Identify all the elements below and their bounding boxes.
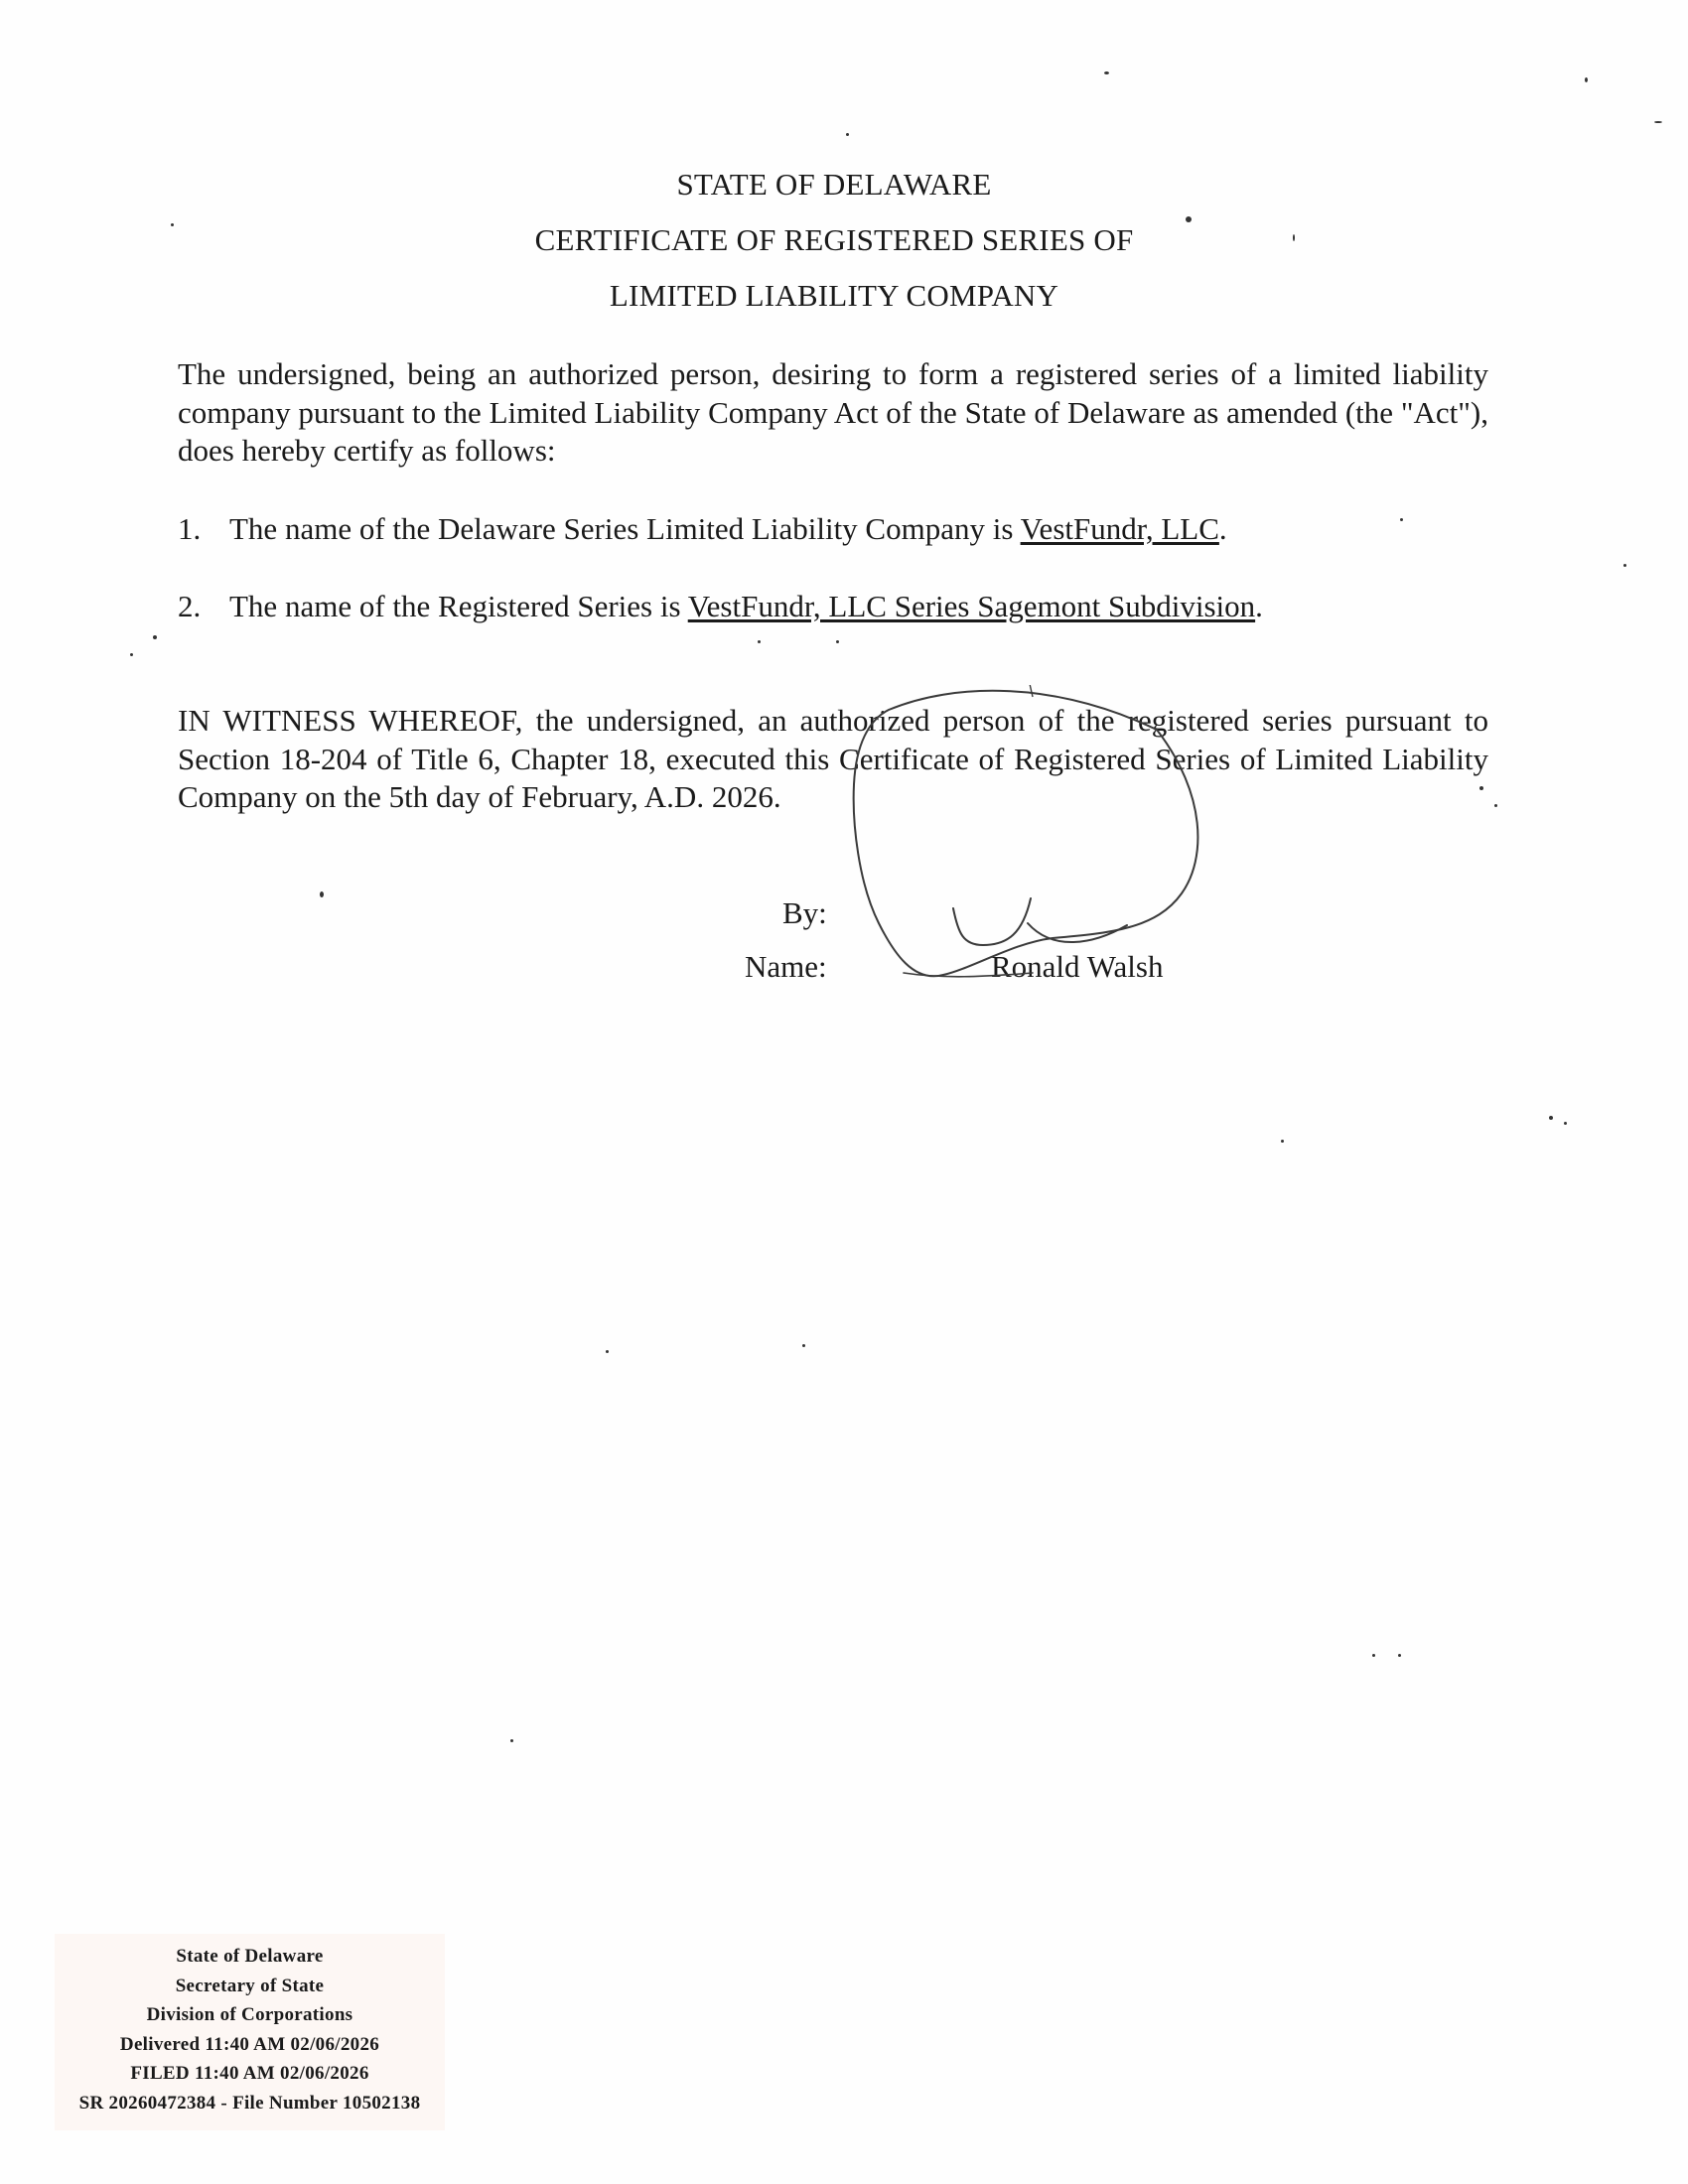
- item-suffix: .: [1218, 511, 1227, 546]
- scan-speck: [1479, 786, 1483, 790]
- stamp-file-number: SR 20260472384 - File Number 10502138: [78, 2092, 421, 2114]
- filing-stamp: [55, 1934, 445, 2130]
- scan-speck: [1585, 77, 1588, 82]
- scan-speck: [1400, 518, 1403, 521]
- item-text: The name of the Registered Series is: [229, 589, 688, 623]
- scan-speck: [510, 1739, 513, 1742]
- scan-speck: [1494, 804, 1497, 807]
- witness-paragraph: IN WITNESS WHEREOF, the undersigned, an authorized person of the registered series pursuant to Section 18-204 of Title 6, Chapter 18, executed this Certificate of Registered Series of Limited Liability Company on the 5th day of February, A.D. 2026.: [178, 703, 1488, 814]
- signature-loop: [854, 691, 1198, 977]
- list-item-series-name: [178, 588, 1488, 625]
- scan-speck: [153, 635, 157, 639]
- stamp-secretary: Secretary of State: [175, 1975, 325, 1996]
- intro-paragraph: The undersigned, being an authorized person, desiring to form a registered series of a limited liability company pursuant to the Limited Liability Company Act of the State of Delaware as amended (the "Act"), does hereby certify as follows:: [178, 356, 1488, 468]
- scan-speck: [606, 1350, 609, 1353]
- list-item-company-name: [178, 510, 1488, 548]
- item-suffix: .: [1255, 589, 1263, 623]
- scan-speck: [836, 640, 839, 643]
- series-name-value: VestFundr, LLC Series Sagemont Subdivision: [687, 589, 1256, 623]
- scan-speck: [1281, 1140, 1284, 1143]
- item-number: 1.: [178, 511, 202, 546]
- scan-speck: [1654, 121, 1662, 123]
- scan-speck: [1564, 1122, 1567, 1125]
- scan-speck: [320, 891, 324, 897]
- scan-speck: [130, 653, 133, 656]
- scan-speck: [171, 223, 174, 226]
- handwritten-signature: [814, 685, 1231, 1003]
- scan-speck: [1186, 216, 1192, 222]
- scan-speck: [758, 640, 761, 643]
- stamp-delivered: Delivered 11:40 AM 02/06/2026: [119, 2033, 380, 2055]
- by-label: By:: [782, 895, 827, 930]
- scan-speck: [1293, 234, 1295, 241]
- title-company-type: LIMITED LIABILITY COMPANY: [609, 278, 1059, 313]
- scan-speck: [1398, 1654, 1401, 1657]
- item-text: The name of the Delaware Series Limited Liability Company is: [229, 511, 1021, 546]
- scan-speck: [802, 1344, 805, 1347]
- signer-name: Ronald Walsh: [991, 949, 1164, 984]
- scan-speck: [1372, 1654, 1375, 1657]
- title-state: STATE OF DELAWARE: [676, 167, 992, 202]
- name-label: Name:: [745, 949, 827, 984]
- scan-speck: [1549, 1116, 1553, 1120]
- item-number: 2.: [178, 589, 202, 623]
- scan-speck: [1623, 564, 1626, 567]
- scan-speck: [1104, 71, 1109, 74]
- company-name-value: VestFundr, LLC: [1020, 511, 1219, 546]
- scan-speck: [846, 133, 849, 136]
- signature-tick: [1028, 685, 1038, 697]
- stamp-state: State of Delaware: [176, 1946, 324, 1967]
- title-certificate: CERTIFICATE OF REGISTERED SERIES OF: [534, 222, 1134, 257]
- stamp-filed: FILED 11:40 AM 02/06/2026: [130, 2063, 369, 2084]
- signature-inner-stroke: [953, 898, 1127, 945]
- stamp-division: Division of Corporations: [146, 2004, 353, 2025]
